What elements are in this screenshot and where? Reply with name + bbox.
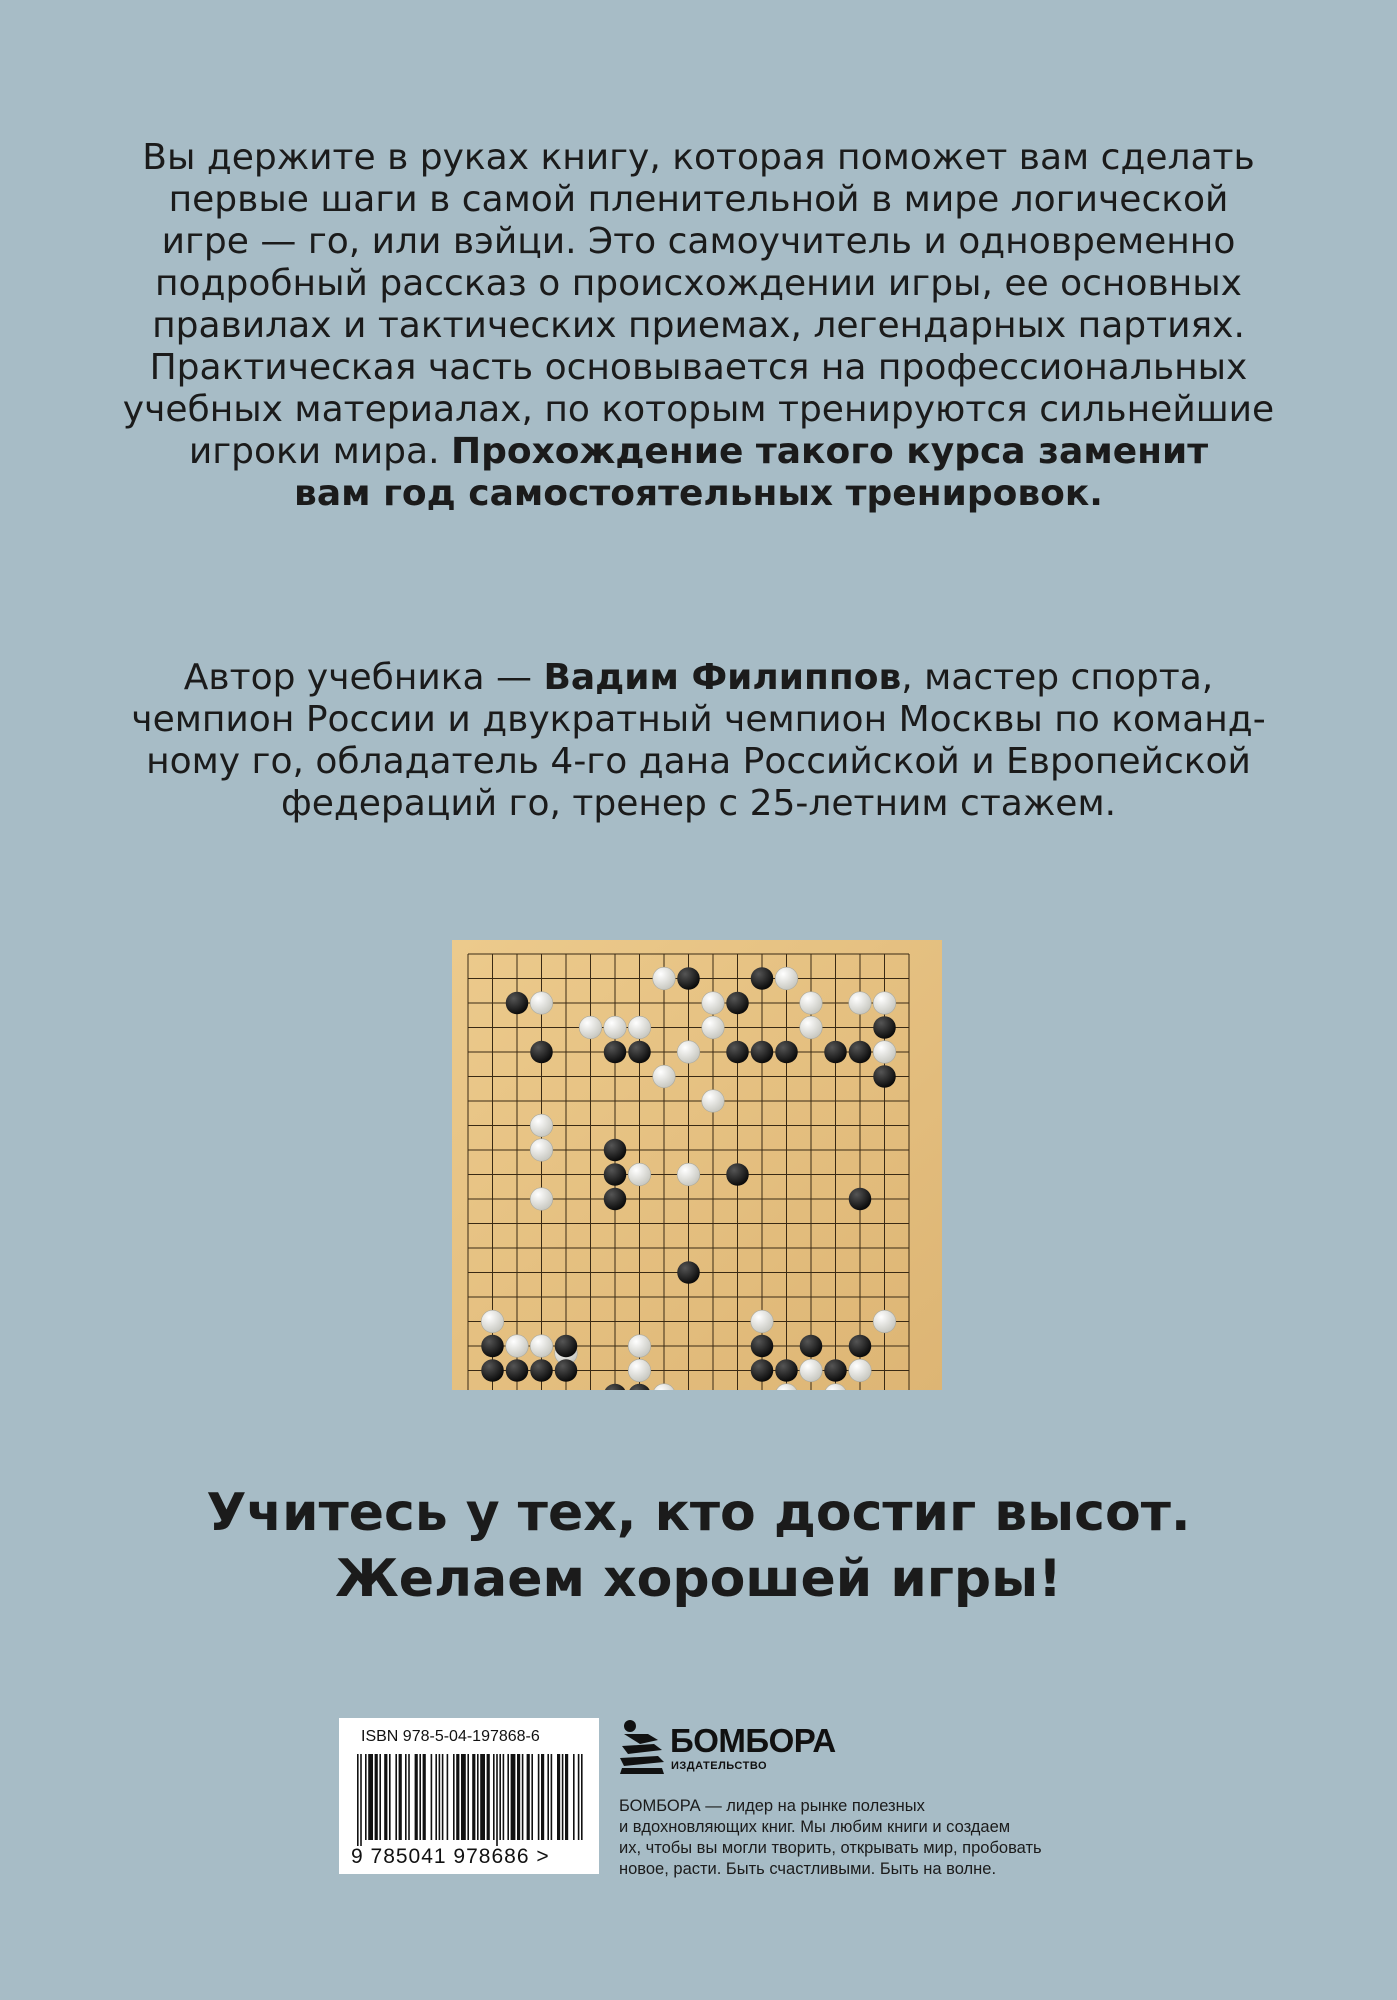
black-stone	[849, 1335, 872, 1358]
barcode-bar	[384, 1754, 387, 1840]
black-stone	[530, 1359, 553, 1382]
intro-paragraph	[110, 137, 1287, 515]
author-line	[110, 657, 1287, 699]
black-stone	[775, 1359, 798, 1382]
intro-line: Практическая часть основывается на профессиональных	[149, 347, 1248, 388]
black-stone	[726, 1041, 749, 1064]
author-paragraph	[110, 657, 1287, 825]
white-stone	[530, 1188, 553, 1211]
barcode-bar	[360, 1754, 362, 1846]
go-board-photo	[452, 940, 942, 1390]
white-stone	[702, 992, 725, 1015]
black-stone	[506, 1359, 529, 1382]
white-stone	[604, 1016, 627, 1039]
isbn-digits: 9 785041 978686 >	[351, 1845, 550, 1868]
black-stone	[873, 1016, 896, 1039]
barcode-bar	[493, 1754, 495, 1840]
barcode-bar	[557, 1754, 560, 1840]
go-board	[452, 940, 942, 1390]
barcode-bar	[395, 1754, 397, 1840]
barcode-bar	[439, 1754, 441, 1840]
barcode-bar	[503, 1754, 505, 1840]
publisher-description-line: новое, расти. Быть счастливыми. Быть на волне.	[619, 1860, 997, 1878]
white-stone	[506, 1335, 529, 1358]
black-stone	[604, 1188, 627, 1211]
barcode-bar	[389, 1754, 391, 1840]
barcode-bar	[511, 1754, 516, 1840]
white-stone	[481, 1310, 504, 1333]
barcode-bar	[442, 1754, 444, 1840]
black-stone	[849, 1041, 872, 1064]
barcode-bar	[431, 1754, 433, 1840]
white-stone	[702, 1016, 725, 1039]
barcode-bar	[408, 1754, 410, 1840]
intro-line: подробный рассказ о происхождении игры, ее основных	[155, 263, 1242, 304]
black-stone	[751, 1041, 774, 1064]
black-stone	[628, 1041, 651, 1064]
barcode-bar	[423, 1754, 426, 1840]
slogan-line: Учитесь у тех, кто достиг высот.	[206, 1483, 1191, 1543]
white-stone	[628, 1016, 651, 1039]
publisher-logo-icon	[618, 1718, 666, 1776]
black-stone	[677, 1261, 700, 1284]
black-stone	[677, 967, 700, 990]
black-stone	[824, 1041, 847, 1064]
barcode-bar	[399, 1754, 402, 1840]
white-stone	[849, 1359, 872, 1382]
slogan	[110, 1480, 1287, 1612]
barcode-bar	[547, 1754, 549, 1840]
author-name: Вадим Филиппов	[543, 657, 902, 698]
barcode-bar	[405, 1754, 407, 1840]
intro-text: игроки мира.	[188, 431, 451, 472]
white-stone	[775, 967, 798, 990]
barcode-bar	[472, 1754, 475, 1840]
black-stone	[800, 1335, 823, 1358]
white-stone	[873, 1310, 896, 1333]
barcode-bar	[496, 1754, 498, 1846]
intro-line: Вы держите в руках книгу, которая поможет вам сделать	[142, 137, 1255, 178]
intro-line: игре — го, или вэйци. Это самоучитель и одновременно	[161, 221, 1236, 262]
black-stone	[775, 1041, 798, 1064]
barcode-bar	[453, 1754, 455, 1840]
black-stone	[751, 967, 774, 990]
author-text: , мастер спорта,	[901, 657, 1214, 698]
author-text: Автор учебника —	[183, 657, 544, 698]
black-stone	[751, 1359, 774, 1382]
author-line: федераций го, тренер с 25-летним стажем.	[280, 783, 1117, 824]
black-stone	[751, 1335, 774, 1358]
barcode-bar	[379, 1754, 381, 1840]
white-stone	[873, 1041, 896, 1064]
black-stone	[604, 1041, 627, 1064]
barcode-bar	[522, 1754, 524, 1840]
barcode-bar	[461, 1754, 466, 1840]
barcode-bar	[456, 1754, 459, 1840]
barcode-bar	[527, 1754, 530, 1840]
intro-line: правилах и тактических приемах, легендарных партиях.	[152, 305, 1245, 346]
barcode-bar	[467, 1754, 469, 1840]
barcode	[355, 1754, 583, 1846]
barcode-bar	[368, 1754, 373, 1840]
intro-line	[110, 431, 1287, 473]
barcode-bar	[565, 1754, 568, 1840]
barcode-bar	[517, 1754, 520, 1840]
publisher-description	[619, 1796, 1079, 1880]
black-stone	[726, 1163, 749, 1186]
barcode-bar	[541, 1754, 544, 1840]
barcode-bar	[562, 1754, 564, 1840]
barcode-bar	[480, 1754, 485, 1840]
white-stone	[800, 992, 823, 1015]
barcode-bar	[538, 1754, 540, 1840]
barcode-bar	[435, 1754, 437, 1840]
author-line: чемпион России и двукратный чемпион Москвы по команд-	[131, 699, 1266, 740]
intro-emphasis-line: вам год самостоятельных тренировок.	[294, 473, 1103, 514]
barcode-bar	[573, 1754, 575, 1840]
black-stone	[604, 1139, 627, 1162]
black-stone	[555, 1359, 578, 1382]
publisher-name: БОМБОРА	[670, 1722, 836, 1759]
black-stone	[604, 1163, 627, 1186]
publisher-description-line: и вдохновляющих книг. Мы любим книги и создаем	[619, 1818, 1011, 1836]
black-stone	[530, 1041, 553, 1064]
barcode-bar	[447, 1754, 449, 1840]
publisher-subtitle: ИЗДАТЕЛЬСТВО	[671, 1760, 768, 1772]
intro-line: учебных материалах, по которым тренируются сильнейшие	[122, 389, 1275, 430]
black-stone	[824, 1359, 847, 1382]
white-stone	[653, 967, 676, 990]
white-stone	[873, 992, 896, 1015]
barcode-bar	[365, 1754, 367, 1840]
barcode-bar	[375, 1754, 378, 1840]
white-stone	[628, 1335, 651, 1358]
white-stone	[677, 1041, 700, 1064]
white-stone	[579, 1016, 602, 1039]
barcode-bar	[477, 1754, 479, 1840]
white-stone	[628, 1359, 651, 1382]
white-stone	[530, 1335, 553, 1358]
white-stone	[530, 1139, 553, 1162]
white-stone	[800, 1359, 823, 1382]
black-stone	[555, 1335, 578, 1358]
barcode-bar	[487, 1754, 490, 1840]
barcode-bar	[415, 1754, 418, 1840]
isbn-label: ISBN 978-5-04-197868-6	[361, 1728, 540, 1745]
publisher-description-line: их, чтобы вы могли творить, открывать мир, пробовать	[619, 1839, 1042, 1857]
barcode-bar	[357, 1754, 359, 1846]
white-stone	[653, 1065, 676, 1088]
black-stone	[506, 992, 529, 1015]
intro-emphasis: Прохождение такого курса заменит	[450, 431, 1209, 472]
barcode-bar	[499, 1754, 501, 1840]
author-line: ному го, обладатель 4-го дана Российской и Европейской	[146, 741, 1251, 782]
black-stone	[873, 1065, 896, 1088]
slogan-line: Желаем хорошей игры!	[335, 1549, 1062, 1609]
white-stone	[628, 1163, 651, 1186]
publisher-description-line: БОМБОРА — лидер на рынке полезных	[619, 1797, 925, 1815]
barcode-bar	[531, 1754, 533, 1840]
white-stone	[702, 1090, 725, 1113]
white-stone	[530, 1114, 553, 1137]
barcode-bar	[551, 1754, 553, 1840]
black-stone	[481, 1359, 504, 1382]
black-stone	[481, 1335, 504, 1358]
white-stone	[530, 992, 553, 1015]
barcode-bar	[507, 1754, 509, 1840]
white-stone	[800, 1016, 823, 1039]
white-stone	[751, 1310, 774, 1333]
black-stone	[849, 1188, 872, 1211]
barcode-bar	[419, 1754, 421, 1840]
intro-line: первые шаги в самой пленительной в мире логической	[168, 179, 1229, 220]
barcode-bar	[578, 1754, 580, 1840]
isbn-barcode-block	[339, 1718, 599, 1874]
white-stone	[677, 1163, 700, 1186]
black-stone	[726, 992, 749, 1015]
barcode-bar	[581, 1754, 583, 1840]
white-stone	[849, 992, 872, 1015]
publisher-logo	[618, 1718, 848, 1778]
